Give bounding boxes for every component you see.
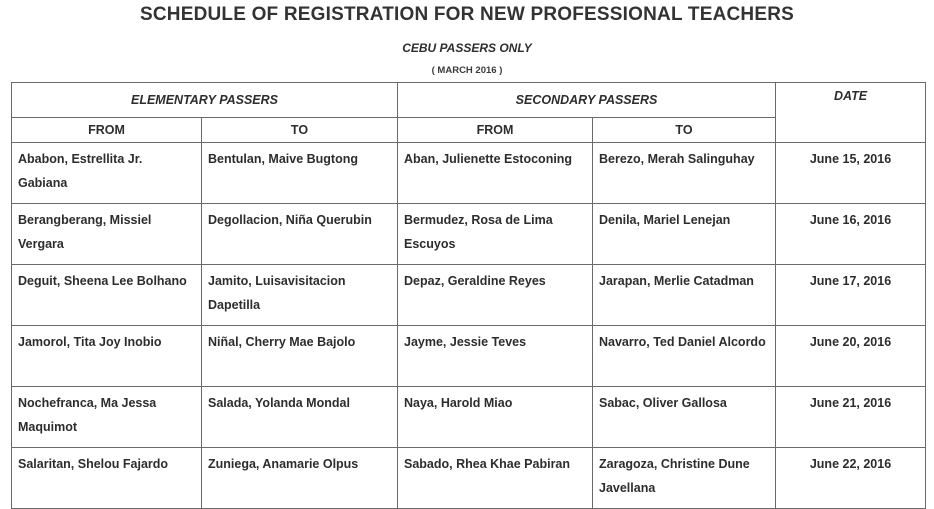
table-row [12, 203, 926, 264]
secondary-to-cell [593, 264, 776, 325]
cell-text: Zaragoza, Christine Dune Javellana [599, 456, 750, 495]
secondary-to-cell [593, 142, 776, 203]
date-header: DATE [776, 83, 926, 118]
document-subtitle: CEBU PASSERS ONLY [402, 41, 532, 55]
table-row [12, 325, 926, 386]
secondary-from-cell [398, 264, 593, 325]
date-cell [776, 447, 926, 508]
schedule-table [11, 82, 926, 509]
secondary-to-cell [593, 447, 776, 508]
cell-text: Bermudez, Rosa de Lima Escuyos [404, 212, 553, 251]
group-header-row [12, 83, 926, 118]
elementary-from-cell [12, 386, 202, 447]
cell-text: Niñal, Cherry Mae Bajolo [208, 334, 356, 349]
cell-text: Navarro, Ted Daniel Alcordo [599, 334, 766, 349]
cell-text: Salaritan, Shelou Fajardo [18, 456, 169, 471]
elementary-from-cell [12, 325, 202, 386]
cell-text: Deguit, Sheena Lee Bolhano [18, 273, 187, 288]
date-subheader-blank [776, 117, 926, 142]
cell-text: Bentulan, Maive Bugtong [208, 151, 358, 166]
date-cell [776, 386, 926, 447]
cell-text: Nochefranca, Ma Jessa Maquimot [18, 395, 157, 434]
table-row [12, 447, 926, 508]
secondary-to-cell [593, 386, 776, 447]
cell-text: June 20, 2016 [809, 334, 892, 349]
cell-text: Salada, Yolanda Mondal [208, 395, 350, 410]
cell-text: Aban, Julienette Estoconing [404, 151, 573, 166]
secondary-to-header: TO [593, 117, 776, 142]
cell-text: Ababon, Estrellita Jr. Gabiana [18, 151, 143, 190]
cell-text: Jarapan, Merlie Catadman [599, 273, 754, 288]
secondary-passers-header: SECONDARY PASSERS [398, 83, 776, 118]
elementary-from-cell [12, 264, 202, 325]
cell-text: Jamito, Luisavisitacion Dapetilla [208, 273, 346, 312]
date-cell [776, 142, 926, 203]
document-title: SCHEDULE OF REGISTRATION FOR NEW PROFESSIONAL TEACHERS [139, 4, 795, 25]
elementary-to-cell [202, 386, 398, 447]
cell-text: June 22, 2016 [809, 456, 892, 471]
elementary-to-cell [202, 325, 398, 386]
elementary-to-cell [202, 264, 398, 325]
date-cell [776, 264, 926, 325]
cell-text: June 16, 2016 [809, 212, 892, 227]
secondary-to-cell [593, 203, 776, 264]
elementary-from-header: FROM [12, 117, 202, 142]
elementary-to-cell [202, 142, 398, 203]
secondary-from-cell [398, 447, 593, 508]
elementary-from-cell [12, 142, 202, 203]
cell-text: June 17, 2016 [809, 273, 892, 288]
secondary-from-header: FROM [398, 117, 593, 142]
elementary-to-cell [202, 447, 398, 508]
cell-text: June 21, 2016 [809, 395, 892, 410]
secondary-from-cell [398, 203, 593, 264]
elementary-to-header: TO [202, 117, 398, 142]
cell-text: Degollacion, Niña Querubin [208, 212, 372, 227]
cell-text: Sabado, Rhea Khae Pabiran [404, 456, 571, 471]
secondary-from-cell [398, 386, 593, 447]
secondary-from-cell [398, 325, 593, 386]
cell-text: Depaz, Geraldine Reyes [404, 273, 546, 288]
date-cell [776, 325, 926, 386]
elementary-from-cell [12, 203, 202, 264]
cell-text: Berangberang, Missiel Vergara [18, 212, 152, 251]
elementary-from-cell [12, 447, 202, 508]
elementary-to-cell [202, 203, 398, 264]
table-row [12, 264, 926, 325]
cell-text: Naya, Harold Miao [404, 395, 513, 410]
elementary-passers-header: ELEMENTARY PASSERS [12, 83, 398, 118]
table-row [12, 142, 926, 203]
document-period: ( MARCH 2016 ) [431, 65, 503, 76]
sub-header-row [12, 117, 926, 142]
secondary-to-cell [593, 325, 776, 386]
cell-text: Sabac, Oliver Gallosa [599, 395, 727, 410]
cell-text: June 15, 2016 [809, 151, 892, 166]
secondary-from-cell [398, 142, 593, 203]
cell-text: Berezo, Merah Salinguhay [599, 151, 755, 166]
date-cell [776, 203, 926, 264]
cell-text: Jamorol, Tita Joy Inobio [18, 334, 162, 349]
table-row [12, 386, 926, 447]
cell-text: Denila, Mariel Lenejan [599, 212, 731, 227]
cell-text: Jayme, Jessie Teves [404, 334, 527, 349]
cell-text: Zuniega, Anamarie Olpus [208, 456, 359, 471]
